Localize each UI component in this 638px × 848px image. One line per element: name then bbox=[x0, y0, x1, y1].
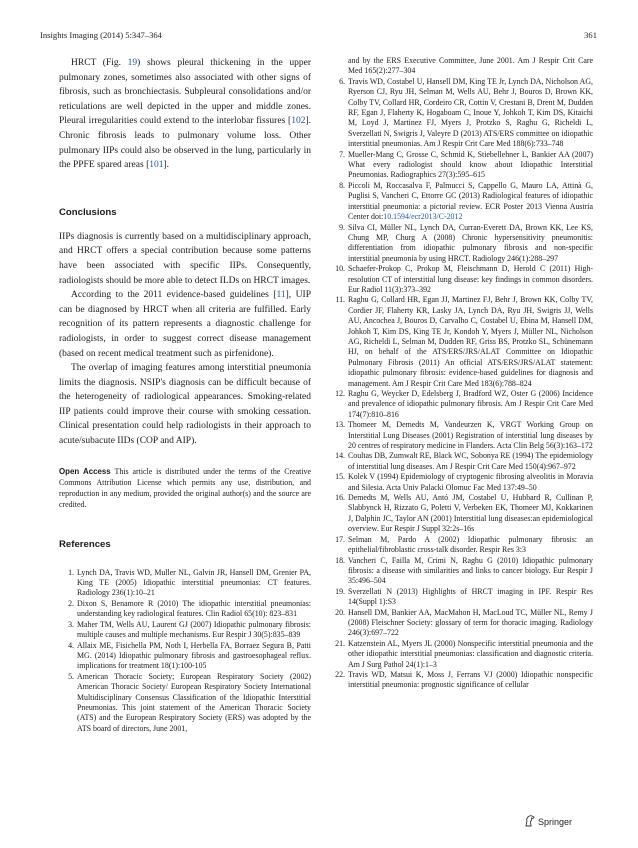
text-run: IIPs diagnosis is currently based on a multidisciplinary approach, and HRCT offers a special contribution because some patterns have been associated with specific IIPs. Consequently, radiologists should be more able to detect ILDs on HRCT images. bbox=[59, 231, 311, 286]
reference-item bbox=[330, 587, 593, 608]
reference-number: 4. bbox=[68, 640, 74, 650]
reference-text: Piccoli M, Roccasalva F, Palmucci S, Cappello G, Mauro LA, Attinà G, Puglisi S, Vancheri C, Ettorre GC (2013) Radiological features of idiopathic interstitial pneumonia: a pictorial review. ECR Poster 2013 Vienna Austria Center doi: bbox=[348, 180, 593, 222]
reference-text: Kolek V (1994) Epidemiology of cryptogenic fibrosing alveolitis in Moravia and Silesia. Acta Univ Palacki Olomuc Fac Med 137:49–50 bbox=[348, 472, 593, 492]
reference-number: 12. bbox=[335, 389, 345, 398]
reference-number: 19. bbox=[335, 586, 345, 596]
reference-number: 5. bbox=[68, 671, 74, 681]
reference-number: 20. bbox=[335, 607, 345, 617]
reference-number: 17. bbox=[335, 534, 345, 544]
reference-number: 1. bbox=[68, 567, 74, 577]
reference-number: 6. bbox=[339, 76, 345, 86]
reference-text: Raghu G, Collard HR, Egan JJ, Martinez FJ, Behr J, Brown KK, Colby TV, Cordier JF, Flaherty KR, Lasky JA, Lynch DA, Ryu JH, Swigris JJ, Wells AU, Ancochea J, Bouros D, Carvalho C, Costabel U, Ebina M, Hansell DM, Johkoh T, Kim DS, King TE Jr, Kondoh Y, Myers J, Müller NL, Nicholson AG, Richeldi L, Selman M, Dudden RF, Griss BS, Protzko SL, Schünemann HJ, on behalf of the ATS/ERS/JRS/ALAT Committee on Idiopathic Pulmonary Fibrosis (2011) An official ATS/ERS/JRS/ALAT statement: idiopathic pulmonary fibrosis: evidence-based guidelines for diagnosis and management. Am J Respir Crit Care Med 183(6):788–824 bbox=[348, 295, 593, 388]
text-run: ]. bbox=[163, 160, 170, 171]
reference-item bbox=[330, 608, 593, 639]
running-header bbox=[40, 30, 597, 44]
reference-text: Raghu G, Weycker D, Edelsberg J, Bradford WZ, Oster G (2006) Incidence and prevalence of idiopathic pulmonary fibrosis. Am J Respir Crit Care Med 174(7):810–816 bbox=[348, 389, 593, 419]
journal-citation: Insights Imaging (2014) 5:347–364 bbox=[40, 30, 162, 40]
reference-number: 3. bbox=[68, 619, 74, 629]
reference-5-continuation: and by the ERS Executive Committee, June 2001. Am J Respir Crit Care Med 165(2):277–304 bbox=[348, 56, 593, 76]
reference-number: 18. bbox=[335, 555, 345, 565]
text-run: HRCT (Fig. bbox=[71, 58, 128, 68]
paragraph-conclusions-3 bbox=[59, 361, 311, 449]
reference-text: Selman M, Pardo A (2002) Idiopathic pulmonary fibrosis: an epithelial/fibroblastic cross-talk disorder. Respir Res 3:3 bbox=[348, 534, 593, 555]
text-run: ], UIP can be diagnosed by HRCT when all criteria are fulfilled. Early recognition of its pattern represents a diagnostic challenge for radiologists, in order to suggest correct disease management (based on recent medical treatment such as pirfenidone). bbox=[59, 290, 311, 359]
reference-number: 15. bbox=[335, 472, 345, 482]
reference-item bbox=[330, 77, 593, 150]
publisher-name: Springer bbox=[538, 817, 573, 827]
reference-text: Katzenstein AL, Myers JL (2000) Nonspecific interstitial pneumonia and the other idiopathic interstitial pneumonias: classification and diagnostic criteria. Am J Surg Pathol 24(1):1–3 bbox=[348, 638, 593, 669]
citation-link[interactable]: 101 bbox=[149, 160, 164, 171]
reference-number: 2. bbox=[68, 598, 74, 608]
reference-text: Mueller-Mang C, Grosse C, Schmid K, Stiebellehner L, Bankier AA (2007) What every radiologist should know about Idiopathic Interstitial Pneumonias. Radiographics 27(3):595–615 bbox=[348, 149, 593, 180]
citation-link[interactable]: 11 bbox=[276, 290, 286, 301]
reference-item bbox=[330, 472, 593, 493]
reference-number: 7. bbox=[339, 149, 345, 159]
reference-text: Allaix ME, Fisichella PM, Noth I, Herbella FA, Borraez Segura B, Patti MG. (2014) Idiopathic pulmonary fibrosis and gastroesophageal reflux. implications for treatment 18(1):100-105 bbox=[77, 640, 311, 671]
reference-item bbox=[330, 420, 593, 451]
reference-item bbox=[330, 56, 593, 77]
reference-item bbox=[330, 639, 593, 670]
paragraph-pleural bbox=[59, 56, 311, 173]
reference-number: 14. bbox=[335, 451, 345, 461]
text-run: ) shows pleural thickening in the upper pulmonary zones, sometimes also associated with other signs of fibrosis, such as bronchiectasis. Subpleural consolidations and/or reticulations are well depicted in the upper and middle zones. Pleural irregularities could extend to the interlobar fissures [ bbox=[59, 58, 311, 127]
reference-text: American Thoracic Society; European Respiratory Society (2002) American Thoracic Society/ European Respiratory Society International Multidisciplinary Consensus Classification of the Idiopathic Interstitial Pneumonias. This joint statement of the American Thoracic Society (ATS) and the European Respiratory Society (ERS) was adopted by the ATS board of directors, June 2001, bbox=[77, 671, 311, 733]
reference-list-right-items bbox=[330, 77, 593, 691]
reference-item bbox=[330, 181, 593, 223]
reference-number: 22. bbox=[335, 669, 345, 679]
references-heading: References bbox=[59, 538, 111, 550]
citation-link[interactable]: 19 bbox=[127, 58, 138, 68]
reference-text: Lynch DA, Travis WD, Muller NL, Galvin JR, Hansell DM, Grenier PA, King TE (2005) Idiopathic interstitial pneumonias: CT features. Radiology 236(1):10–21 bbox=[77, 567, 311, 598]
reference-item bbox=[330, 223, 593, 265]
reference-text: Sverzellati N (2013) Highlights of HRCT imaging in IPF. Respir Res 14(Suppl 1):S3 bbox=[348, 586, 593, 607]
reference-item bbox=[330, 389, 593, 420]
reference-item bbox=[59, 620, 311, 641]
open-access-text: This article is distributed under the terms of the Creative Commons Attribution License which permits any use, distribution, and reproduction in any medium, provided the original author(s) and the source are credited. bbox=[59, 466, 311, 509]
reference-text: Silva CI, Müller NL, Lynch DA, Curran-Everett DA, Brown KK, Lee KS, Chung MP, Churg A (2008) Chronic hypersensitivity pneumonitis: differentiation from idiopathic pulmonary fibrosis and non-specific interstitial pneumonia by using HRCT. Radiology 246(1):288–297 bbox=[348, 222, 593, 263]
reference-number: 8. bbox=[339, 180, 345, 190]
reference-number: 13. bbox=[335, 420, 345, 430]
reference-text: Hansell DM, Bankier AA, MacMahon H, MacLoud TC, Müller NL, Remy J (2008) Fleischner Society: glossary of term for thoracic imaging. Radiology 246(3):697–722 bbox=[348, 607, 593, 638]
reference-item bbox=[330, 556, 593, 587]
left-column bbox=[59, 56, 311, 734]
conclusions-heading: Conclusions bbox=[59, 206, 117, 218]
reference-text: Schaefer-Prokop C, Prokop M, Fleischmann D, Herold C (2011) High-resolution CT of interstitial lung disease: key findings in common disorders. Eur Radiol 11(3):373–392 bbox=[348, 264, 593, 294]
reference-number: 9. bbox=[339, 222, 345, 232]
reference-item bbox=[330, 670, 593, 691]
page-number: 361 bbox=[584, 30, 597, 40]
reference-text: Demedts M, Wells AU, Antó JM, Costabel U, Hubbard R, Cullinan P, Slabbynck H, Rizzato G, Poletti V, Verbeken EK, Thomeer MJ, Kokkarinen J, Dalphin JC, Taylor AN (2001) Interstitial lung diseases:an epidemiological overview. Eur Respir J Suppl 32:2s–16s bbox=[348, 493, 593, 534]
text-run: According to the 2011 evidence-based guidelines [ bbox=[71, 290, 277, 301]
right-column bbox=[330, 56, 593, 691]
reference-text: Maher TM, Wells AU, Laurent GJ (2007) Idiopathic pulmonary fibrosis: multiple causes and multiple mechanisms. Eur Respir J 30(5):835–839 bbox=[77, 619, 311, 640]
paragraph-conclusions-2 bbox=[59, 288, 311, 361]
reference-item bbox=[330, 264, 593, 295]
open-access-label: Open Access bbox=[59, 466, 111, 476]
reference-text: Coultas DB, Zumwalt RE, Black WC, Sobonya RE (1994) The epidemiology of interstitial lung diseases. Am J Respir Crit Care Med 150(4):967–972 bbox=[348, 451, 593, 471]
springer-horse-icon bbox=[524, 815, 535, 827]
reference-text: Dixon S, Benamore R (2010) The idiopathic interstitial pneumonias: understanding key radiological features. Clin Radiol 65(10): 823–831 bbox=[77, 598, 311, 619]
citation-link[interactable]: 102 bbox=[291, 116, 306, 127]
paragraph-conclusions-1 bbox=[59, 230, 311, 288]
reference-item bbox=[59, 568, 311, 599]
reference-item bbox=[330, 295, 593, 389]
reference-item bbox=[59, 599, 311, 620]
reference-item bbox=[330, 150, 593, 181]
reference-number: 11. bbox=[335, 295, 345, 305]
text-run: The overlap of imaging features among interstitial pneumonia limits the diagnosis. NSIP's diagnosis can be difficult because of the heterogeneity of radiological appearances. Smoking-related IIP patients could improve their course with smoking cessation. Clinical presentation could help radiologists in their approach to acute/subacute IIDs (COP and AIP). bbox=[59, 363, 311, 447]
reference-number: 16. bbox=[335, 493, 345, 503]
reference-number: 10. bbox=[335, 264, 345, 274]
reference-text: Travis WD, Costabel U, Hansell DM, King TE Jr, Lynch DA, Nicholson AG, Ryerson CJ, Ryu JH, Selman M, Wells AU, Behr J, Bouros D, Brown KK, Colby TV, Collard HR, Cordeiro CR, Cottin V, Crestani B, Drent M, Dudden RF, Egan J, Flaherty K, Hogaboam C, Inoue Y, Johkoh T, Kim DS, Kitaichi M, Loyd J, Martinez FJ, Myers J, Protzko S, Raghu G, Richeldi L, Sverzellati N, Swigris J, Valeyre D (2013) ATS/ERS committee on idiopathic interstitial pneumonias. Am J Respir Crit Care Med 188(6):733–748 bbox=[348, 76, 593, 149]
open-access-notice bbox=[59, 466, 311, 510]
reference-text: Travis WD, Matsui K, Moss J, Ferrans VJ (2000) Idiopathic nonspecific interstitial pneumonia: prognostic significance of cellular bbox=[348, 669, 593, 690]
reference-item bbox=[59, 672, 311, 734]
text-run: ]. Chronic fibrosis leads to pulmonary volume loss. Other pulmonary IIPs could also be observed in the lung, particularly in the PPFE spared areas [ bbox=[59, 116, 311, 171]
doi-link[interactable]: 10.1594/ecr2013/C-2012 bbox=[383, 212, 463, 222]
publisher-mark bbox=[524, 815, 572, 827]
reference-number: 21. bbox=[335, 638, 345, 648]
reference-item bbox=[330, 493, 593, 535]
reference-item bbox=[330, 535, 593, 556]
reference-item bbox=[330, 451, 593, 472]
reference-text: Thomeer M, Demedts M, Vandeurzen K, VRGT Working Group on Interstitial Lung Diseases (2001) Registration of interstitial lung diseases by 20 centres of respiratory medicine in Flanders. Acta Clin Belg 56(3):163–172 bbox=[348, 420, 593, 451]
reference-text: Vancheri C, Failla M, Crimi N, Raghu G (2010) Idiopathic pulmonary fibrosis: a disease with similarities and links to cancer biology. Eur Respir J 35:496–504 bbox=[348, 555, 593, 586]
reference-list-right bbox=[330, 56, 593, 77]
reference-item bbox=[59, 641, 311, 672]
reference-list-left bbox=[59, 568, 311, 735]
